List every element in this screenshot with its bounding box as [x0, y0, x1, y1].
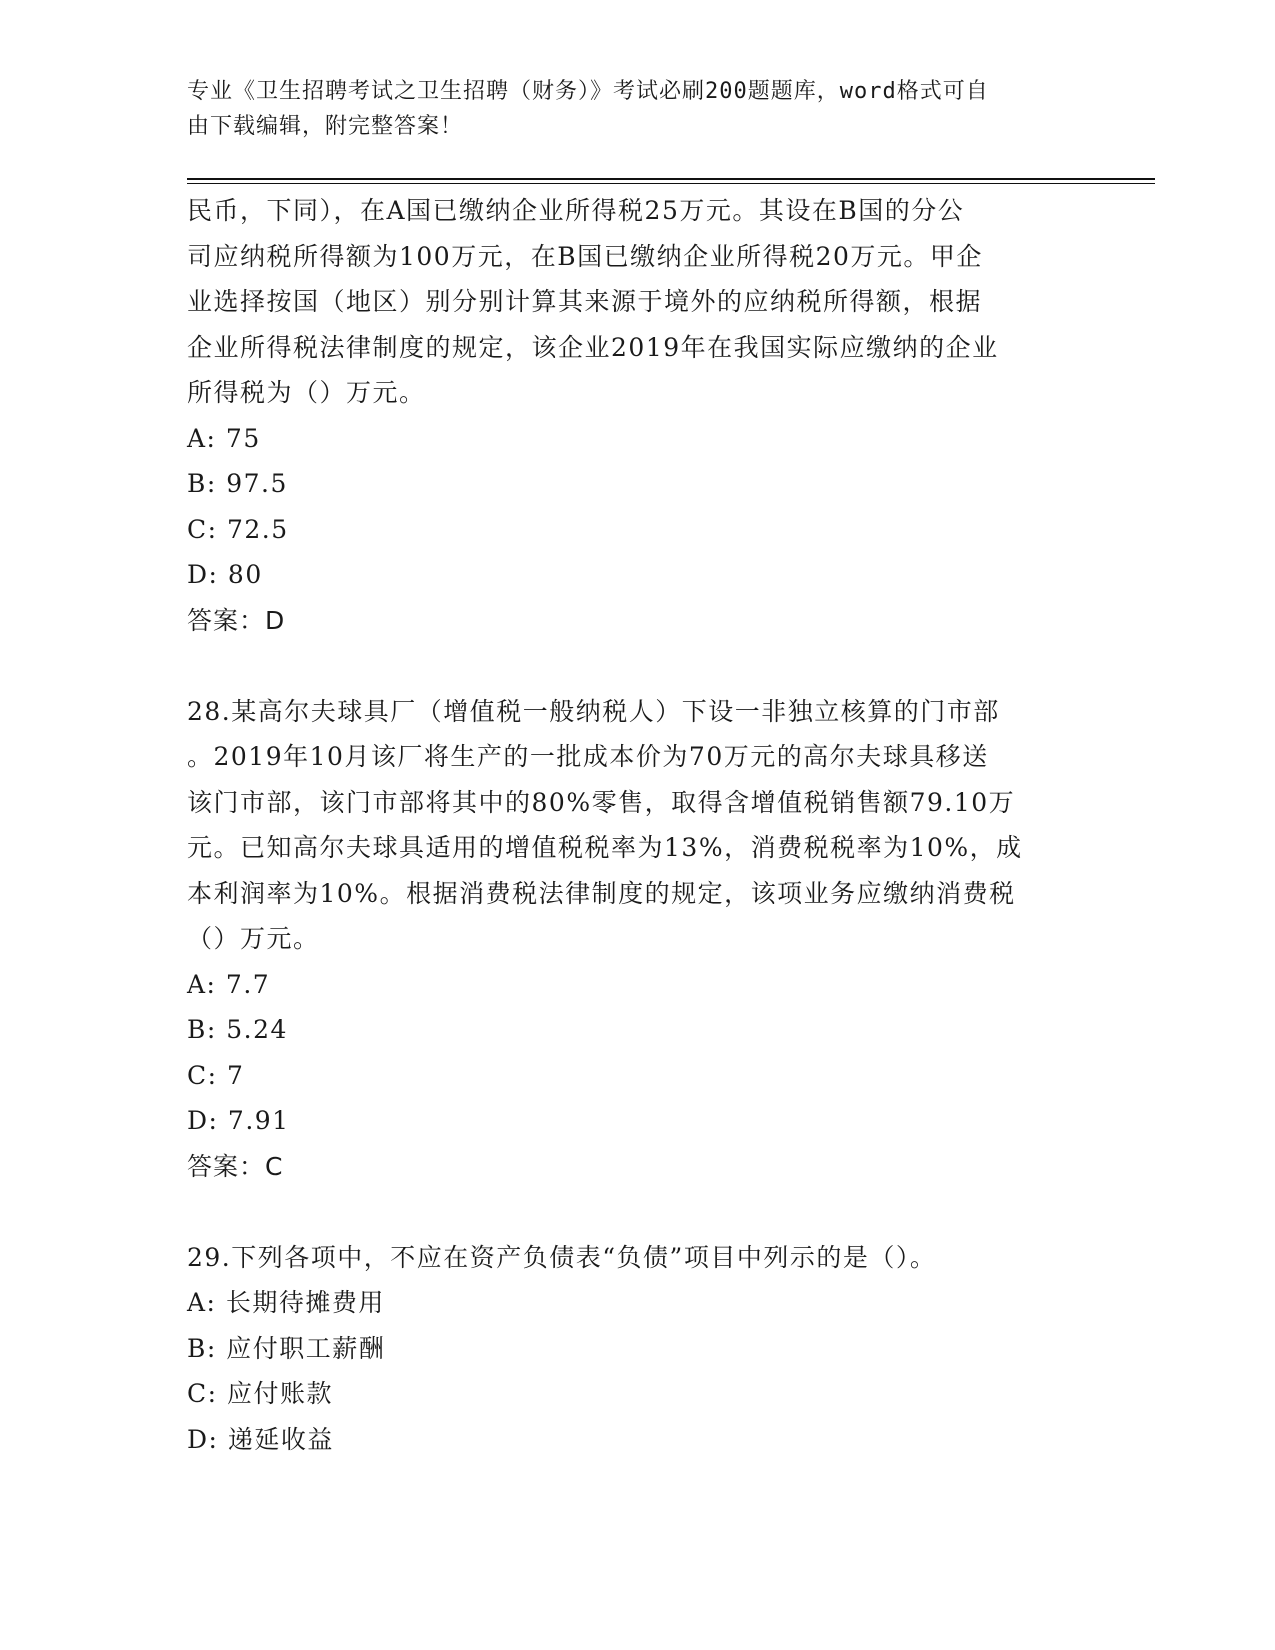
- question-stem-line: 企业所得税法律制度的规定，该企业2019年在我国实际应缴纳的企业: [187, 332, 999, 362]
- option-d: D: 80: [187, 560, 263, 589]
- question-stem-line: 。2019年10月该厂将生产的一批成本价为70万元的高尔夫球具移送: [187, 742, 989, 771]
- question-29: [187, 1235, 1087, 1463]
- option-d: D: 7.91: [187, 1106, 290, 1135]
- question-stem-line: 该门市部，该门市部将其中的80%零售，取得含增值税销售额79.10万: [187, 787, 1016, 817]
- question-stem-line: 所得税为（）万元。: [187, 378, 426, 407]
- option-c: C: 72.5: [187, 514, 289, 544]
- header-divider-thick: [187, 178, 1155, 180]
- option-a: A: 长期待摊费用: [187, 1288, 385, 1317]
- document-header: [187, 74, 1067, 144]
- option-d: D: 递延收益: [187, 1424, 334, 1454]
- question-stem-line: 本利润率为10%。根据消费税法律制度的规定，该项业务应缴纳消费税: [187, 878, 1016, 908]
- option-b: B: 97.5: [187, 469, 288, 498]
- question-stem-line: 元。已知高尔夫球具适用的增值税税率为13%，消费税税率为10%，成: [187, 833, 1023, 862]
- question-stem-line: 29.下列各项中，不应在资产负债表“负债”项目中列示的是（）。: [187, 1242, 937, 1272]
- option-c: C: 7: [187, 1060, 245, 1090]
- question-stem-line: （）万元。: [187, 924, 320, 953]
- answer-label: 答案：C: [187, 1151, 284, 1181]
- option-c: C: 应付账款: [187, 1379, 333, 1408]
- header-line-1: 专业《卫生招聘考试之卫生招聘（财务）》考试必刷200题题库，word格式可自: [187, 79, 989, 104]
- header-line-2: 由下载编辑，附完整答案！: [187, 114, 464, 139]
- option-b: B: 应付职工薪酬: [187, 1333, 386, 1363]
- option-a: A: 75: [187, 423, 261, 453]
- option-a: A: 7.7: [187, 969, 271, 999]
- question-spacer: [187, 643, 1087, 689]
- question-28: [187, 689, 1087, 1190]
- answer-label: 答案：D: [187, 605, 286, 635]
- question-27: [187, 188, 1087, 643]
- option-b: B: 5.24: [187, 1015, 288, 1044]
- question-stem-line: 民币，下同），在A国已缴纳企业所得税25万元。其设在B国的分公: [187, 196, 965, 225]
- question-stem-line: 业选择按国（地区）别分别计算其来源于境外的应纳税所得额，根据: [187, 287, 983, 316]
- question-spacer: [187, 1189, 1087, 1235]
- question-content: [187, 188, 1087, 1462]
- header-divider-thin: [187, 183, 1155, 184]
- question-stem-line: 28.某高尔夫球具厂（增值税一般纳税人）下设一非独立核算的门市部: [187, 696, 1000, 726]
- question-stem-line: 司应纳税所得额为100万元，在B国已缴纳企业所得税20万元。甲企: [187, 241, 983, 271]
